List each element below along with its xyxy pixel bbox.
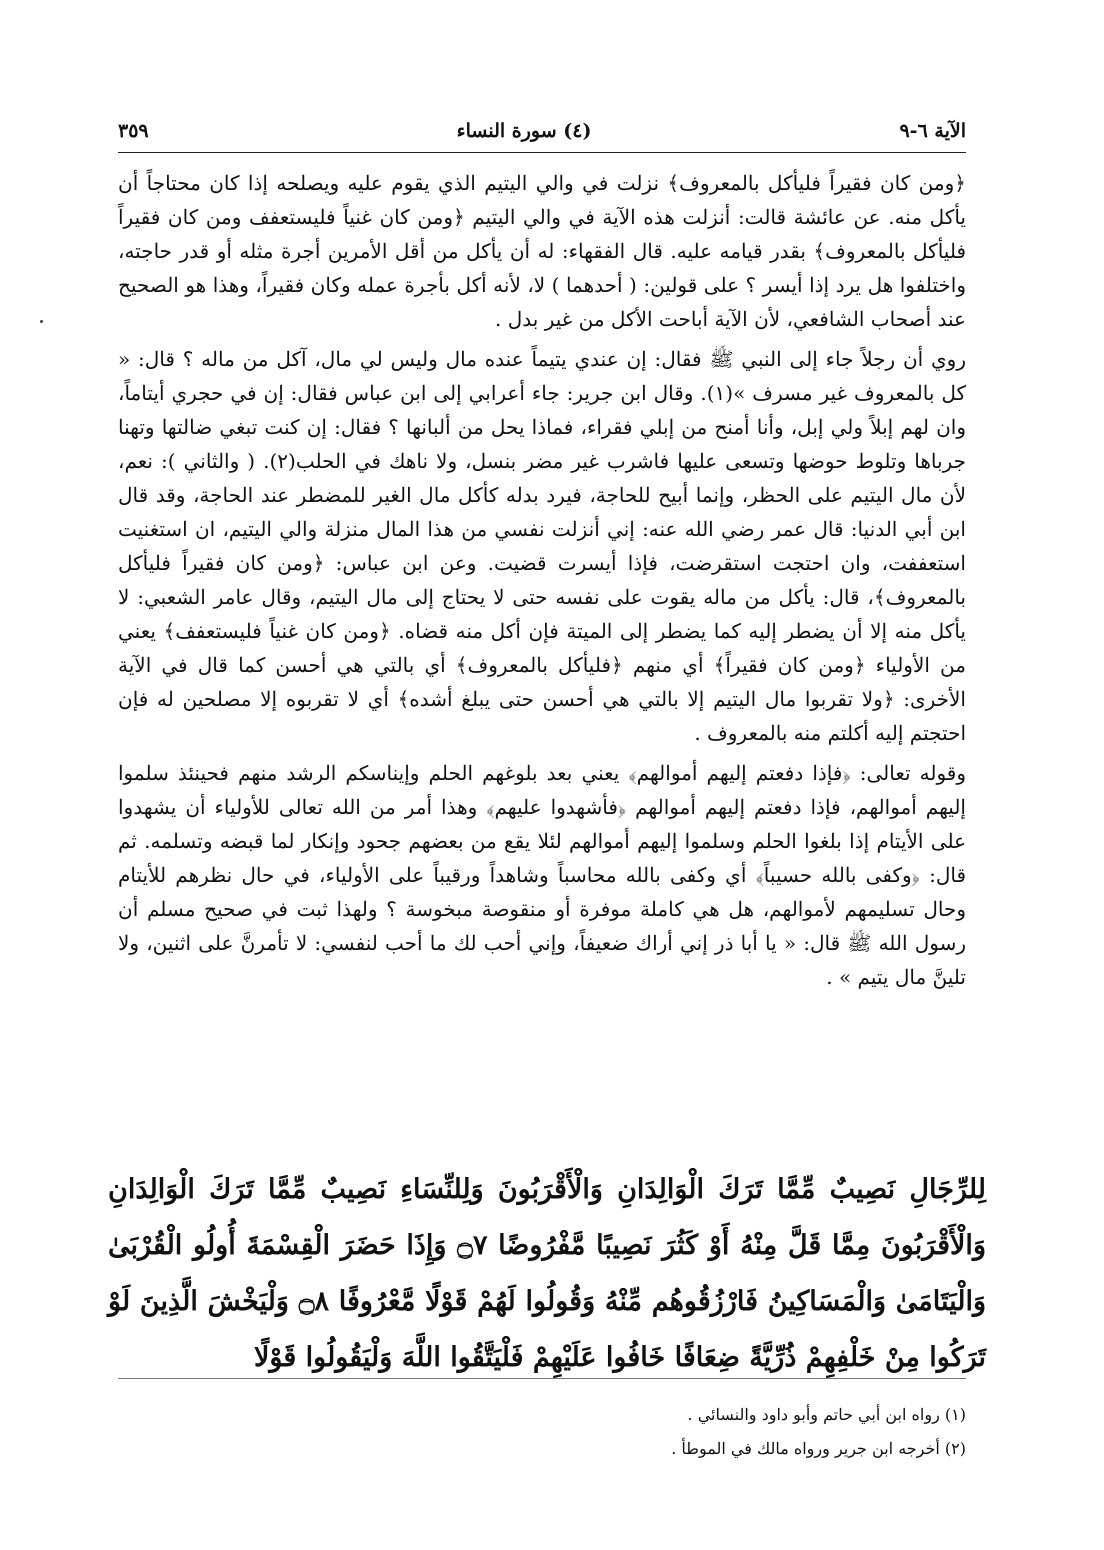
quran-verse-block (108, 1162, 986, 1386)
footnotes (118, 1398, 966, 1466)
footnote-1: (١) رواه ابن أبي حاتم وأبو داود والنسائي . (687, 1405, 966, 1424)
page-number: ٣٥٩ (118, 120, 149, 142)
verse-text: لِلرِّجَالِ نَصِيبٌ مِّمَّا تَرَكَ الْوَالِدَانِ وَالْأَقْرَبُونَ وَلِلنِّسَاءِ نَصِيبٌ مِّمَّا تَرَكَ الْوَالِدَانِ وَالْأَقْرَبُونَ مِمَّا قَلَّ مِنْهُ أَوْ كَثُرَ نَصِيبًا مَّفْرُوضًا ۝٧ وَإِذَا حَضَرَ الْقِسْمَةَ أُولُو الْقُرْبَىٰ وَالْيَتَامَىٰ وَالْمَسَاكِينُ فَارْزُقُوهُم مِّنْهُ وَقُولُوا لَهُمْ قَوْلًا مَّعْرُوفًا ۝٨ وَلْيَخْشَ الَّذِينَ لَوْ تَرَكُوا مِنْ خَلْفِهِمْ ذُرِّيَّةً ضِعَافًا خَافُوا عَلَيْهِمْ فَلْيَتَّقُوا اللَّهَ وَلْيَقُولُوا قَوْلًا (108, 1174, 987, 1373)
surah-title: (٤) سورة النساء (456, 120, 592, 142)
footnote-2: (٢) أخرجه ابن جرير ورواه مالك في الموطأ . (671, 1439, 966, 1458)
paragraph-3: وقوله تعالى: ﴿فإذا دفعتم إليهم أموالهم﴾ يعني بعد بلوغهم الحلم وإيناسكم الرشد منهم فحينئذ سلموا إليهم أموالهم، فإذا دفعتم إليهم أموالهم ﴿فأشهدوا عليهم﴾ وهذا أمر من الله تعالى للأولياء أن يشهدوا على الأيتام إذا بلغوا الحلم وسلموا إليهم أموالهم لئلا يقع من بعضهم جحود وإنكار لما قبضه وتسلمه. ثم قال: ﴿وكفى بالله حسيباً﴾ أي وكفى بالله محاسباً وشاهداً ورقيباً على الأولياء، في حال نظرهم للأيتام وحال تسليمهم لأموالهم، هل هي كاملة موفرة أو منقوصة مبخوسة ؟ ولهذا ثبت في صحيح مسلم أن رسول الله ﷺ قال: « يا أبا ذر إني أراك ضعيفاً، وإني أحب لك ما أحب لنفسي: لا تأمرنَّ على اثنين، ولا تلينَّ مال يتيم » . (118, 761, 967, 989)
verse-range: الآية ٦-٩ (899, 120, 966, 142)
paragraph-2: روي أن رجلاً جاء إلى النبي ﷺ فقال: إن عندي يتيماً عنده مال وليس لي مال، آكل من ماله ؟ قال: « كل بالمعروف غير مسرف »(١). وقال ابن جرير: جاء أعرابي إلى ابن عباس فقال: إن في حجري أيتاماً، وان لهم إبلاً ولي إبل، وأنا أمنح من إبلي فقراء، فماذا يحل من ألبانها ؟ فقال: إن كنت تبغي ضالتها وتهنا جرباها وتلوط حوضها وتسعى عليها فاشرب غير مضر بنسل، ولا ناهك في الحلب(٢). ( والثاني ): نعم، لأن مال اليتيم على الحظر، وإنما أبيح للحاجة، فيرد بدله كأكل مال الغير للمضطر عند الحاجة، وقد قال ابن أبي الدنيا: قال عمر رضي الله عنه: إني أنزلت نفسي من هذا المال منزلة والي اليتيم، ان استغنيت استعففت، وان احتجت استقرضت، فإذا أيسرت قضيت. وعن ابن عباس: ﴿ومن كان فقيراً فليأكل بالمعروف﴾، قال: يأكل من ماله يقوت على نفسه حتى لا يحتاج إلى مال اليتيم، وقال عامر الشعبي: لا يأكل منه إلا أن يضطر إليه كما يضطر إلى الميتة فإن أكل منه قضاه. ﴿ومن كان غنياً فليستعفف﴾ يعني من الأولياء ﴿ومن كان فقيراً﴾ أي منهم ﴿فليأكل بالمعروف﴾ أي بالتي هي أحسن كما قال في الآية الأخرى: ﴿ولا تقربوا مال اليتيم إلا بالتي هي أحسن حتى يبلغ أشده﴾ أي لا تقربوه إلا مصلحين له فإن احتجتم إليه أكلتم منه بالمعروف . (118, 347, 966, 745)
commentary-body (118, 166, 966, 994)
paragraph-1: ﴿ومن كان فقيراً فليأكل بالمعروف﴾ نزلت في والي اليتيم الذي يقوم عليه ويصلحه إذا كان محتاجاً أن يأكل منه. عن عائشة قالت: أنزلت هذه الآية في والي اليتيم ﴿ومن كان غنياً فليستعفف ومن كان فقيراً فليأكل بالمعروف﴾ بقدر قيامه عليه. قال الفقهاء: له أن يأكل من أقل الأمرين أجرة مثله أو قدر حاجته، واختلفوا هل يرد إذا أيسر ؟ على قولين: ( أحدهما ) لا، لأنه أكل بأجرة عمله وكان فقيراً، وهذا هو الصحيح عند أصحاب الشافعي، لأن الآية أباحت الأكل من غير بدل . (118, 171, 967, 331)
page-header (118, 114, 966, 148)
footnote-divider (118, 1378, 966, 1379)
header-divider (118, 152, 966, 153)
scan-speck (40, 320, 43, 323)
